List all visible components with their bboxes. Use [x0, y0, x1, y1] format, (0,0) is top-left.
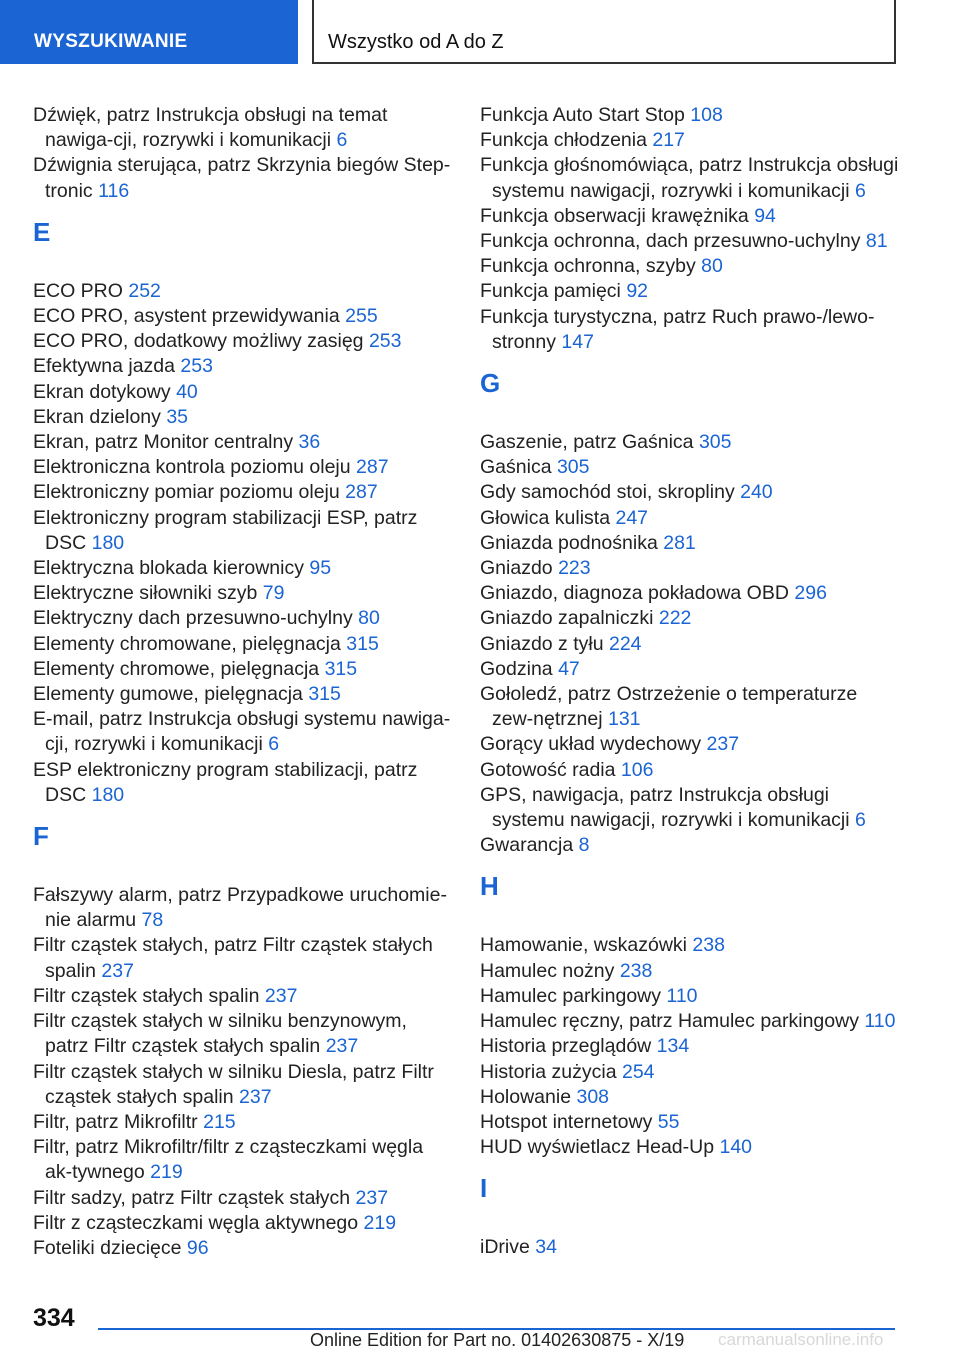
index-entry-text: Ekran, patrz Monitor centralny: [33, 431, 299, 454]
index-entry: [33, 1186, 453, 1211]
index-entry-page-link[interactable]: 81: [865, 230, 888, 253]
index-entry: [480, 682, 900, 732]
index-entry: [480, 229, 900, 254]
index-entry-text: Funkcja ochronna, szyby: [480, 255, 702, 278]
index-entry: [480, 1235, 900, 1260]
index-entry: [33, 304, 453, 329]
index-entry-text: Holowanie: [480, 1085, 577, 1108]
index-entry: [480, 531, 900, 556]
index-entry-text: ESP elektroniczny program stabilizacji, patrz DSC: [33, 758, 418, 806]
index-entry-page-link[interactable]: 55: [657, 1110, 680, 1133]
index-entry: [33, 329, 453, 354]
index-entry-page-link[interactable]: 6: [336, 129, 348, 152]
index-entry-page-link[interactable]: 147: [561, 330, 594, 353]
index-entry: [33, 1135, 453, 1185]
index-entry-page-link[interactable]: 110: [864, 1010, 896, 1033]
index-entry-text: Hamulec ręczny, patrz Hamulec parkingowy: [480, 1010, 865, 1033]
index-entry-text: Hamulec nożny: [480, 959, 620, 982]
index-entry-page-link[interactable]: 247: [615, 506, 649, 529]
index-entry-text: Gaśnica: [480, 456, 557, 479]
index-entry-text: ECO PRO, asystent przewidywania: [33, 305, 346, 328]
index-entry: [480, 305, 900, 355]
index-entry-page-link[interactable]: 222: [658, 607, 692, 630]
index-letter-heading: E: [33, 216, 51, 247]
index-entry: [33, 103, 453, 153]
index-entry-page-link[interactable]: 240: [740, 481, 773, 504]
index-entry-text: Gwarancja: [480, 834, 579, 857]
index-entry-page-link[interactable]: 116: [98, 179, 130, 202]
index-column-right: [480, 103, 900, 1261]
index-entry: [480, 103, 900, 128]
index-entry-text: Elektroniczny pomiar poziomu oleju: [33, 481, 346, 504]
index-entry-page-link[interactable]: 237: [325, 1035, 359, 1058]
index-entry-text: Gaszenie, patrz Gaśnica: [480, 431, 699, 454]
index-entry-page-link[interactable]: 224: [608, 632, 642, 655]
index-entry-text: Historia zużycia: [480, 1060, 622, 1083]
edition-note: Online Edition for Part no. 01402630875 - X/19: [310, 1330, 685, 1350]
index-entry-page-link[interactable]: 237: [101, 959, 134, 982]
index-entry-text: Elektroniczny program stabilizacji ESP, patrz DSC: [33, 506, 418, 554]
index-entry: [480, 606, 900, 631]
index-entry-text: Elektryczny dach przesuwno-uchylny: [33, 607, 359, 630]
index-entry: [33, 682, 453, 707]
index-entry: [33, 1236, 453, 1261]
index-entry-text: Gorący układ wydechowy: [480, 733, 707, 756]
index-entry-page-link[interactable]: 287: [356, 456, 389, 479]
index-entry: [480, 455, 900, 480]
index-entry-text: Ekran dotykowy: [33, 380, 177, 403]
index-entry-page-link[interactable]: 238: [692, 934, 725, 957]
index-entry-page-link[interactable]: 237: [355, 1186, 389, 1209]
index-entry: [480, 1085, 900, 1110]
index-entry: [33, 556, 453, 581]
index-entry-text: Gniazda podnośnika: [480, 531, 664, 554]
index-entry: [480, 204, 900, 229]
index-entry-page-link[interactable]: 96: [186, 1236, 209, 1259]
index-entry-page-link[interactable]: 281: [663, 531, 696, 554]
index-column-left: [33, 103, 453, 1261]
index-entry: [480, 783, 900, 833]
index-entry-text: iDrive: [480, 1236, 536, 1259]
index-entry: [480, 581, 900, 606]
index-entry: [33, 984, 453, 1009]
index-entry-text: GPS, nawigacja, patrz Instrukcja obsługi systemu nawigacji, rozrywki i komunikacji: [480, 783, 856, 832]
index-entry-text: Elektryczna blokada kierownicy: [33, 557, 310, 580]
index-entry: [480, 430, 900, 455]
index-entry: [33, 455, 453, 480]
index-entry-page-link[interactable]: 106: [620, 758, 654, 781]
index-entry-page-link[interactable]: 238: [619, 959, 653, 982]
index-entry-page-link[interactable]: 217: [652, 129, 685, 152]
index-entry-text: Filtr sadzy, patrz Filtr cząstek stałych: [33, 1186, 356, 1209]
index-entry-text: Funkcja turystyczna, patrz Ruch prawo-/lewo‐stronny: [480, 305, 875, 353]
index-entry-text: Gniazdo: [480, 557, 559, 580]
index-entry-page-link[interactable]: 254: [621, 1060, 655, 1083]
index-entry: [480, 1034, 900, 1059]
index-entry-page-link[interactable]: 108: [690, 104, 723, 126]
index-entry-text: Efektywna jazda: [33, 355, 181, 378]
index-entry: [480, 506, 900, 531]
index-entry-text: Elementy gumowe, pielęgnacja: [33, 683, 309, 706]
index-entry: [33, 933, 453, 983]
index-entry-page-link[interactable]: 110: [666, 984, 698, 1007]
index-entry: [480, 1110, 900, 1135]
index-entry-page-link[interactable]: 80: [358, 607, 380, 630]
index-entry-text: Hamowanie, wskazówki: [480, 934, 693, 957]
index-entry-page-link[interactable]: 95: [309, 557, 332, 580]
index-entry-page-link[interactable]: 6: [855, 809, 866, 832]
index-entry-page-link[interactable]: 287: [345, 481, 378, 504]
index-entry: [33, 380, 453, 405]
index-entry: [480, 632, 900, 657]
index-entry-page-link[interactable]: 180: [91, 531, 125, 554]
page-header-title: Wszystko od A do Z: [312, 0, 896, 64]
index-entry-text: Funkcja Auto Start Stop: [480, 104, 691, 126]
index-entry-text: Dźwięk, patrz Instrukcja obsługi na temat nawiga‐cji, rozrywki i komunikacji: [33, 104, 388, 152]
index-entry: [480, 758, 900, 783]
index-entry-text: Hotspot internetowy: [480, 1110, 658, 1133]
index-entry-text: Historia przeglądów: [480, 1035, 657, 1058]
index-entry: [33, 430, 453, 455]
index-entry-text: Elementy chromowe, pielęgnacja: [33, 657, 325, 680]
index-entry-page-link[interactable]: 315: [308, 683, 341, 706]
index-entry-page-link[interactable]: 219: [363, 1211, 397, 1234]
index-entry: [33, 707, 453, 757]
index-entry-page-link[interactable]: 253: [180, 355, 213, 378]
index-entry-text: Filtr cząstek stałych spalin: [33, 984, 265, 1007]
index-entry-text: Gniazdo zapalniczki: [480, 607, 659, 630]
index-entry-page-link[interactable]: 79: [262, 582, 285, 605]
index-entry-text: Gniazdo, diagnoza pokładowa OBD: [480, 582, 795, 605]
index-entry: [480, 959, 900, 984]
index-entry-page-link[interactable]: 253: [368, 330, 402, 353]
index-letter-heading: F: [33, 821, 49, 852]
index-entry-page-link[interactable]: 237: [264, 984, 298, 1007]
index-entry-page-link[interactable]: 180: [91, 783, 125, 806]
index-entry-page-link[interactable]: 223: [558, 557, 591, 580]
index-entry-page-link[interactable]: 215: [203, 1110, 236, 1133]
index-entry-text: Hamulec parkingowy: [480, 984, 667, 1007]
index-entry-text: Elektroniczna kontrola poziomu oleju: [33, 456, 357, 479]
index-entry-text: Filtr cząstek stałych w silniku Diesla, patrz Filtr cząstek stałych spalin: [33, 1060, 434, 1108]
index-entry-text: Filtr cząstek stałych, patrz Filtr cząstek stałych spalin: [33, 934, 433, 982]
index-entry-text: Gdy samochód stoi, skropliny: [480, 481, 741, 504]
index-entry: [33, 758, 453, 808]
index-entry: [33, 405, 453, 430]
index-entry-text: Głowica kulista: [480, 506, 616, 529]
index-entry: [33, 279, 453, 304]
index-entry: [480, 1009, 900, 1034]
index-entry: [480, 254, 900, 279]
index-entry-text: HUD wyświetlacz Head-Up: [480, 1136, 720, 1159]
index-entry-page-link[interactable]: 315: [346, 632, 379, 655]
index-entry: [480, 153, 900, 203]
index-entry: [33, 506, 453, 556]
index-entry-page-link[interactable]: 308: [576, 1085, 610, 1108]
index-entry-page-link[interactable]: 237: [706, 733, 740, 756]
index-entry-page-link[interactable]: 35: [166, 405, 189, 428]
index-entry: [33, 632, 453, 657]
index-entry-page-link[interactable]: 305: [698, 431, 732, 454]
index-entry-page-link[interactable]: 219: [150, 1161, 183, 1184]
index-entry-text: Funkcja chłodzenia: [480, 129, 653, 152]
index-entry-page-link[interactable]: 78: [141, 909, 164, 932]
index-entry-page-link[interactable]: 94: [754, 204, 776, 227]
index-entry: [33, 354, 453, 379]
index-entry: [480, 128, 900, 153]
index-entry: [33, 1211, 453, 1236]
index-entry: [33, 1110, 453, 1135]
index-entry-text: Godzina: [480, 657, 559, 680]
index-entry-text: Filtr, patrz Mikrofiltr/filtr z cząsteczkami węgla ak‐tywnego: [33, 1136, 424, 1184]
index-entry-page-link[interactable]: 252: [128, 279, 161, 302]
index-entry: [33, 480, 453, 505]
index-entry: [33, 1009, 453, 1059]
index-entry: [480, 1060, 900, 1085]
index-entry-text: Foteliki dziecięce: [33, 1236, 187, 1259]
index-entry-page-link[interactable]: 47: [558, 657, 580, 680]
index-letter-heading: I: [480, 1173, 488, 1204]
index-entry: [33, 883, 453, 933]
index-entry: [480, 279, 900, 304]
index-entry-text: ECO PRO: [33, 279, 129, 302]
index-entry-text: Elementy chromowane, pielęgnacja: [33, 632, 347, 655]
index-entry: [480, 833, 900, 858]
index-entry-text: ECO PRO, dodatkowy możliwy zasięg: [33, 330, 369, 353]
index-entry: [480, 984, 900, 1009]
index-entry-text: E-mail, patrz Instrukcja obsługi systemu nawiga‐cji, rozrywki i komunikacji: [33, 708, 451, 756]
index-entry-page-link[interactable]: 6: [855, 179, 866, 202]
index-entry-page-link[interactable]: 92: [626, 280, 649, 303]
index-entry: [33, 606, 453, 631]
index-entry-page-link[interactable]: 134: [656, 1035, 690, 1058]
section-tab-search[interactable]: WYSZUKIWANIE: [0, 0, 298, 64]
index-entry-page-link[interactable]: 296: [794, 582, 827, 605]
index-entry-text: Funkcja ochronna, dach przesuwno-uchylny: [480, 230, 866, 253]
index-entry-text: Ekran dzielony: [33, 405, 167, 428]
index-entry-page-link[interactable]: 131: [607, 708, 641, 731]
index-entry-page-link[interactable]: 6: [268, 733, 280, 756]
index-entry: [33, 1060, 453, 1110]
index-entry-page-link[interactable]: 34: [535, 1236, 557, 1259]
index-entry-text: Fałszywy alarm, patrz Przypadkowe uruchomie‐nie alarmu: [33, 884, 447, 932]
index-entry-text: Funkcja pamięci: [480, 280, 627, 303]
index-entry: [480, 556, 900, 581]
index-entry-text: Filtr, patrz Mikrofiltr: [33, 1110, 204, 1133]
index-entry-text: Filtr z cząsteczkami węgla aktywnego: [33, 1211, 364, 1234]
index-entry-text: Gniazdo z tyłu: [480, 632, 609, 655]
index-entry: [480, 933, 900, 958]
index-entry-page-link[interactable]: 80: [701, 255, 723, 278]
index-entry-page-link[interactable]: 140: [719, 1136, 753, 1159]
page-number: 334: [33, 1304, 75, 1332]
index-entry-page-link[interactable]: 305: [556, 456, 590, 479]
index-entry-text: Gołoledź, patrz Ostrzeżenie o temperaturze zew‐nętrznej: [480, 683, 858, 731]
index-entry-text: Dźwignia sterująca, patrz Skrzynia biegów Step‐tronic: [33, 154, 451, 202]
index-letter-heading: G: [480, 368, 501, 399]
index-entry-text: Gotowość radia: [480, 758, 621, 781]
index-entry-text: Funkcja obserwacji krawężnika: [480, 204, 755, 227]
index-entry-text: Filtr cząstek stałych w silniku benzynowym, patrz Filtr cząstek stałych spalin: [33, 1010, 407, 1058]
index-entry: [33, 581, 453, 606]
index-entry-text: Elektryczne siłowniki szyb: [33, 582, 263, 605]
index-entry: [33, 657, 453, 682]
index-entry-page-link[interactable]: 36: [298, 431, 321, 454]
index-letter-heading: H: [480, 871, 499, 902]
index-entry-page-link[interactable]: 315: [324, 657, 358, 680]
index-entry: [480, 657, 900, 682]
index-entry-page-link[interactable]: 255: [345, 305, 378, 328]
index-entry: [480, 480, 900, 505]
index-entry: [33, 153, 453, 203]
index-entry: [480, 1135, 900, 1160]
watermark: carmanualsonline.info: [718, 1330, 884, 1349]
index-entry: [480, 732, 900, 757]
index-entry-page-link[interactable]: 237: [239, 1085, 272, 1108]
index-entry-text: Funkcja głośnomówiąca, patrz Instrukcja obsługi systemu nawigacji, rozrywki i komunikacji: [480, 154, 899, 202]
index-entry-page-link[interactable]: 40: [176, 380, 198, 403]
index-entry-page-link[interactable]: 8: [578, 834, 590, 857]
